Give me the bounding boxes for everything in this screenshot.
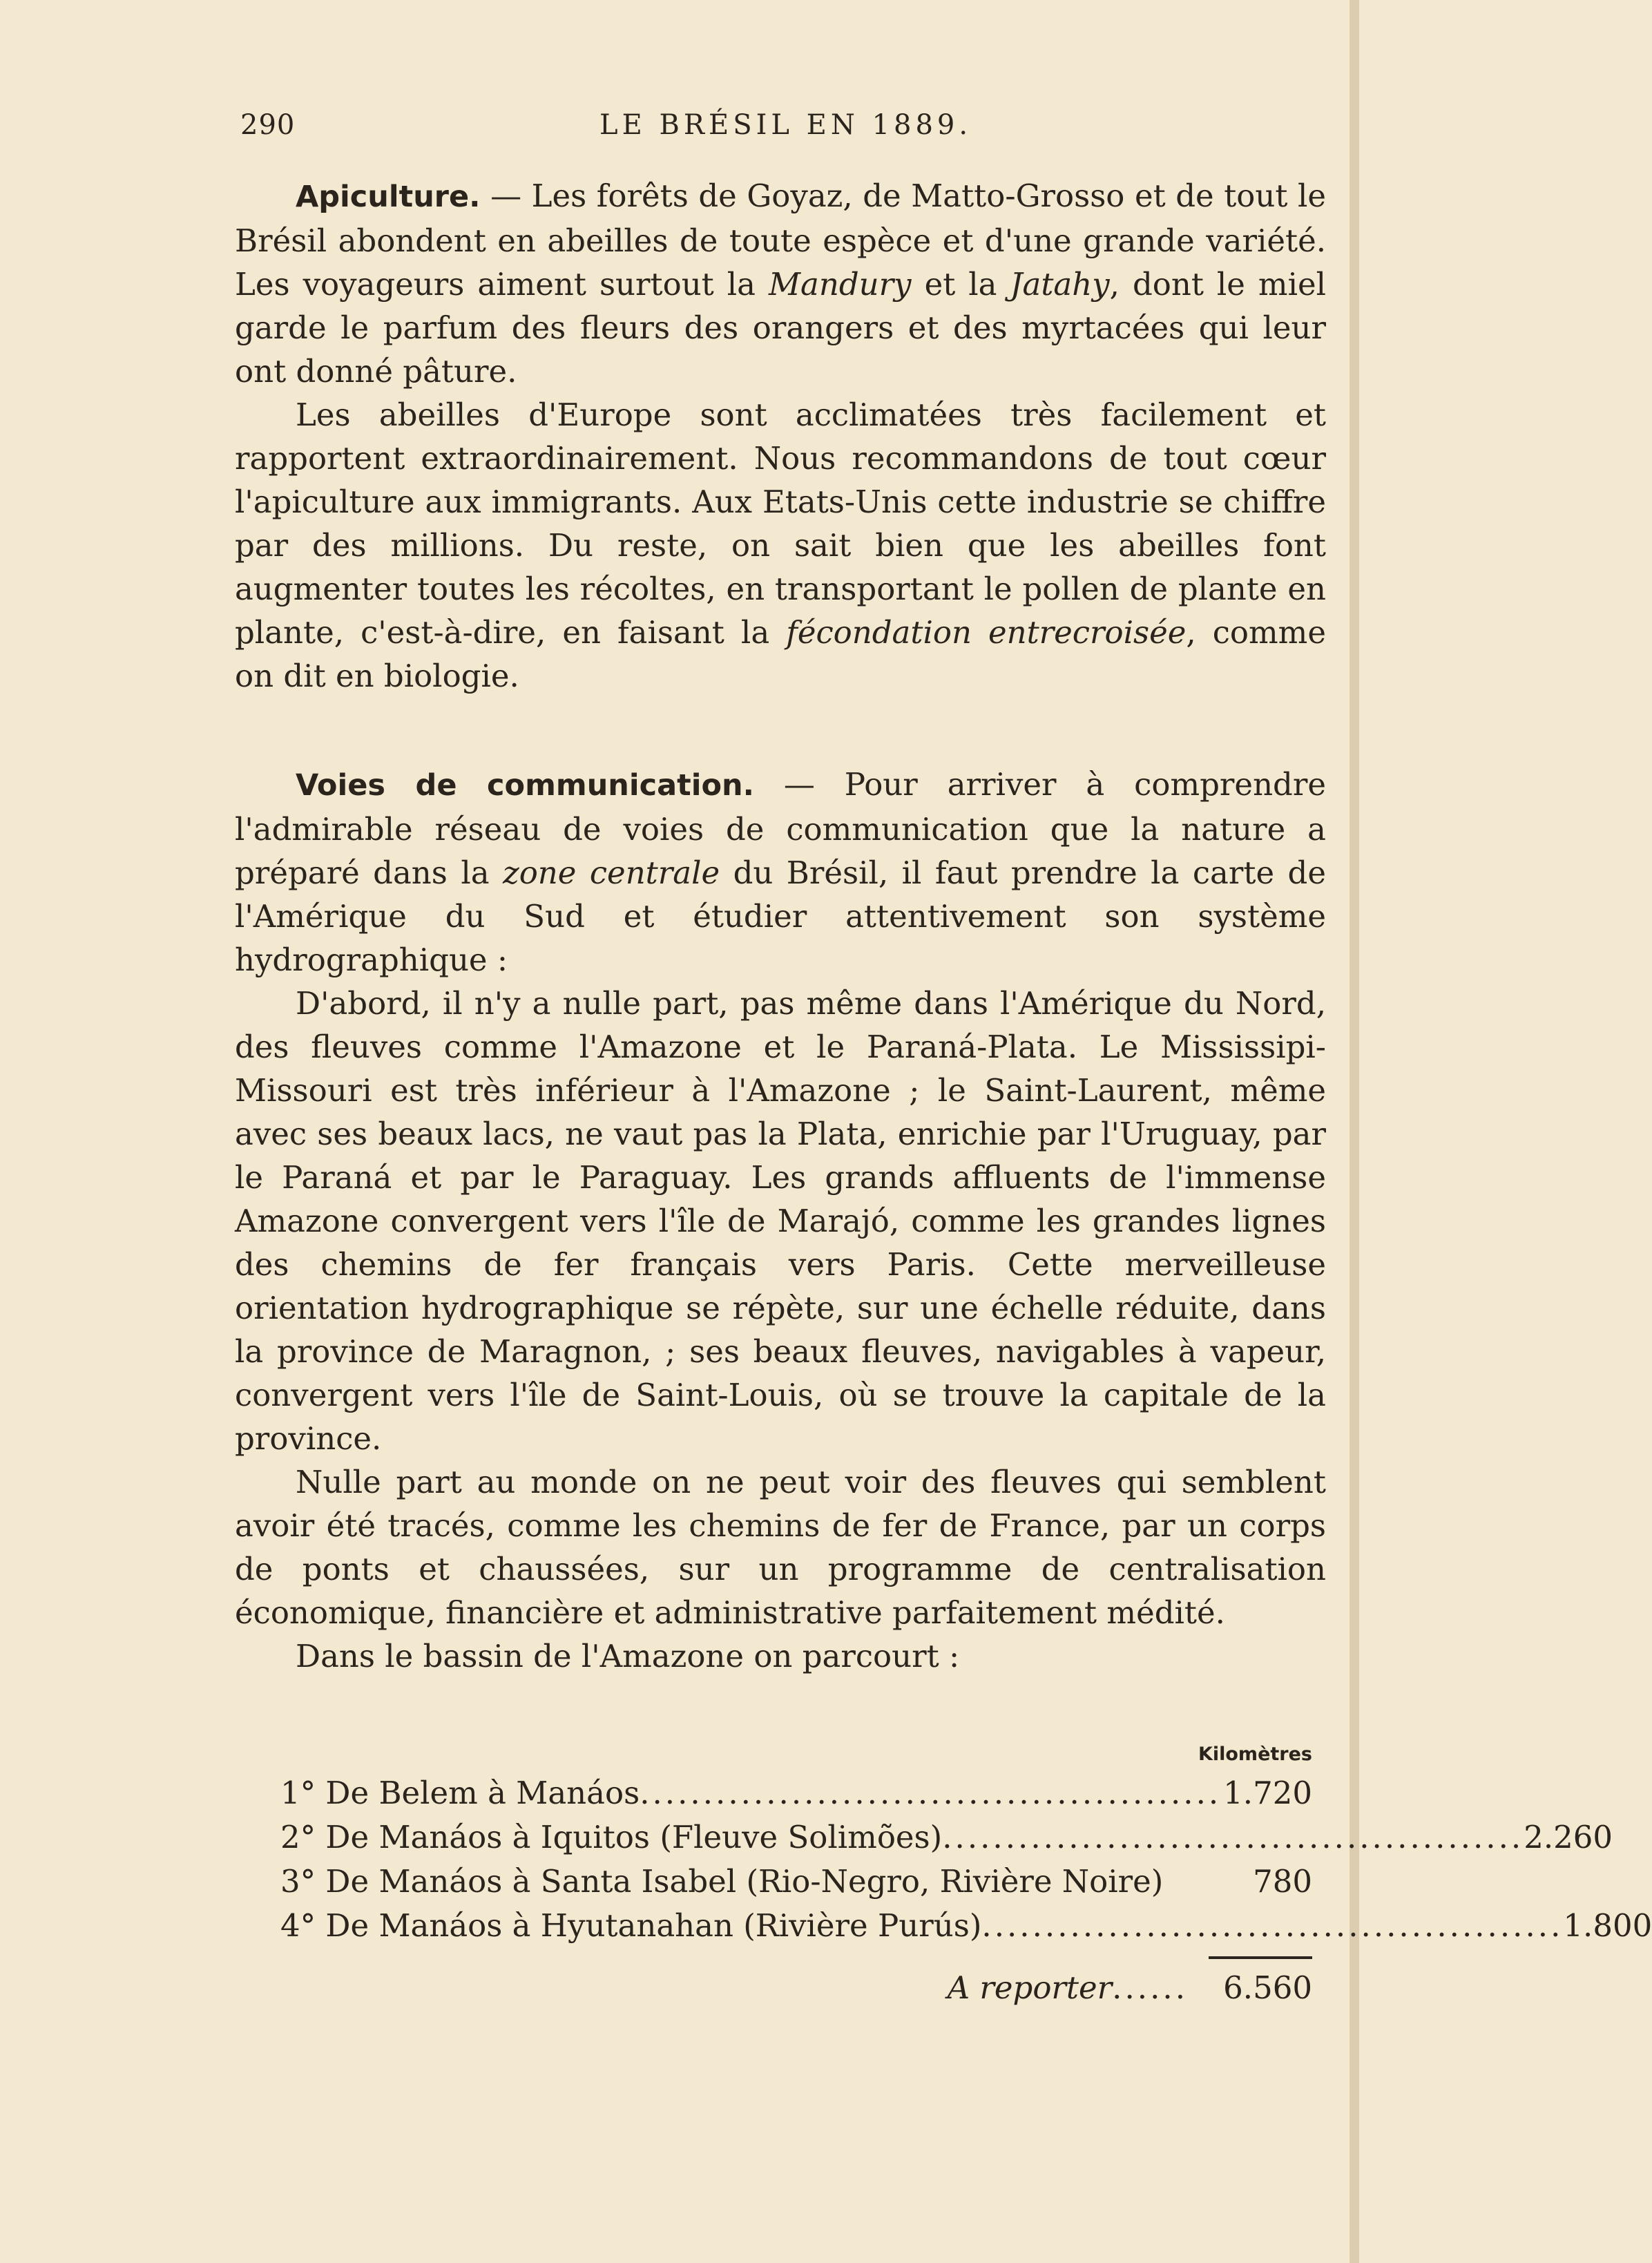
table-row <box>235 1771 1312 1815</box>
paragraph <box>235 174 1326 393</box>
total-value: 6.560 <box>1223 1969 1312 2006</box>
table-row <box>235 1904 1652 1948</box>
leader-dots: .............................................. <box>942 1819 1524 1855</box>
page-number: 290 <box>240 109 296 141</box>
text-run: — Pour arriver à comprendre l'admirable réseau de voies de communication que la nature a préparé dans la <box>235 766 1326 891</box>
paragraph: Nulle part au monde on ne peut voir des fleuves qui semblent avoir été tracés, comme les chemins de fer de France, par un corps de ponts et chaussées, sur un programme de centralisation économique, financière et administrative parfaitement médité. <box>235 1464 1326 1631</box>
text-run: , comme on dit en biologie. <box>235 614 1326 694</box>
text-run: , dont le miel garde le parfum des fleurs des orangers et des myrtacées qui leur ont donné pâture. <box>235 266 1326 390</box>
section-heading: Apiculture. <box>296 180 481 214</box>
text-run: et la <box>911 266 1010 303</box>
italic-term: Jatahy <box>1010 266 1110 303</box>
table-row <box>235 1860 1312 1904</box>
section-heading: Voies de communication. <box>296 768 754 803</box>
row-value: 1.720 <box>1223 1775 1312 1811</box>
text-run: du Brésil, il faut prendre la carte de l'Amérique du Sud et étudier attentivement son système hydrographique : <box>235 854 1326 978</box>
total-row <box>235 1966 1312 2010</box>
unit-header: Kilomètres <box>1198 1744 1312 1765</box>
row-label: 2° De Manáos à Iquitos (Fleuve Solimões) <box>280 1819 943 1855</box>
italic-term: Mandury <box>768 266 912 303</box>
row-label: 1° De Belem à Manáos <box>280 1775 640 1811</box>
running-title: LE BRÉSIL EN 1889. <box>599 109 972 141</box>
leader-dots: .............................................. <box>981 1907 1564 1944</box>
row-value: 780 <box>1253 1863 1312 1900</box>
paragraph <box>235 763 1326 982</box>
row-value: 2.260 <box>1524 1819 1613 1855</box>
table-row <box>235 1815 1613 1860</box>
sum-rule <box>1209 1956 1312 1959</box>
text-run: — Les forêts de Goyaz, de Matto-Grosso et de tout le Brésil abondent en abeilles de toute espèce et d'une grande variété. Les voyageurs aiment surtout la <box>235 178 1326 303</box>
paragraph <box>235 393 1326 698</box>
distance-table <box>235 1742 1652 2010</box>
section-voies-de-communication <box>235 763 1326 1678</box>
italic-term: zone centrale <box>503 854 720 891</box>
row-value: 1.800 <box>1563 1907 1652 1944</box>
total-label: A reporter <box>947 1969 1113 2006</box>
paragraph: Dans le bassin de l'Amazone on parcourt : <box>296 1638 960 1674</box>
text-run: Les abeilles d'Europe sont acclimatées très facilement et rapportent extraordinairement. Nous recommandons de tout cœur l'apiculture aux immigrants. Aux Etats-Unis cette industrie se chiffre par des millions. Du reste, on sait bien que les abeilles font augmenter toutes les récoltes, en transportant le pollen de plante en plante, c'est-à-dire, en faisant la <box>235 397 1326 651</box>
leader-dots: .............................................. <box>640 1775 1222 1811</box>
page-header <box>240 109 1326 151</box>
row-label: 4° De Manáos à Hyutanahan (Rivière Purús) <box>280 1907 982 1944</box>
italic-term: fécondation entrecroisée <box>786 614 1187 651</box>
row-label: 3° De Manáos à Santa Isabel (Rio-Negro, Rivière Noire) <box>280 1863 1164 1900</box>
section-apiculture <box>235 174 1326 698</box>
paragraph: D'abord, il n'y a nulle part, pas même dans l'Amérique du Nord, des fleuves comme l'Amazone et le Paraná-Plata. Le Mississipi-Missouri est très inférieur à l'Amazone ; le Saint-Laurent, même avec ses beaux lacs, ne vaut pas la Plata, enrichie par l'Uruguay, par le Paraná et par le Paraguay. Les grands affluents de l'immense Amazone convergent vers l'île de Marajó, comme les grandes lignes des chemins de fer français vers Paris. Cette merveilleuse orientation hydrographique se répète, sur une échelle réduite, dans la province de Maragnon, ; ses beaux fleuves, navigables à vapeur, convergent vers l'île de Saint-Louis, où se trouve la capitale de la province. <box>235 985 1326 1457</box>
leader-dots: ...... <box>1112 1969 1188 2006</box>
